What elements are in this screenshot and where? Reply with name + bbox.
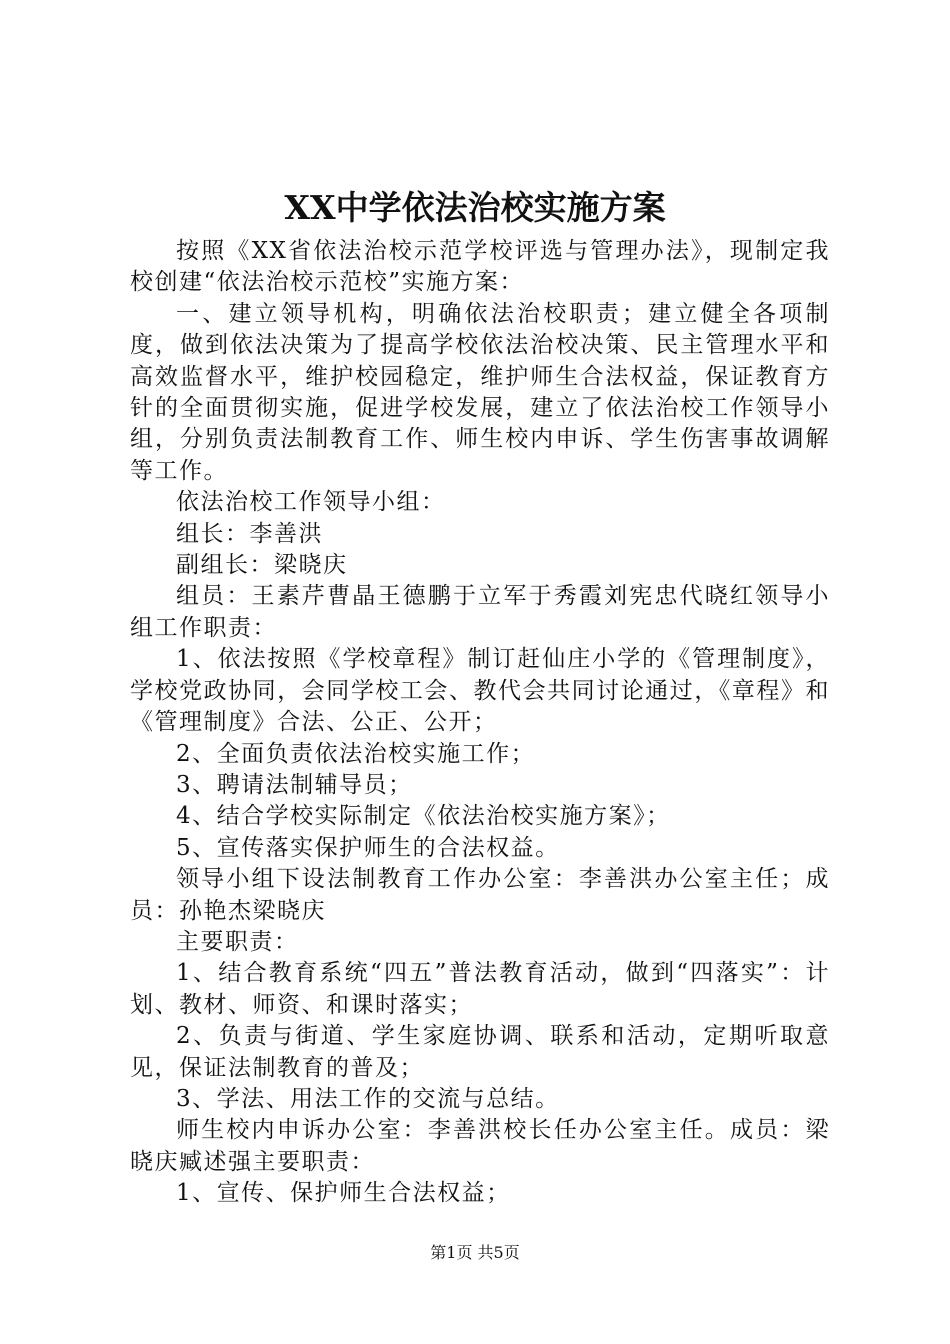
paragraph: 2、负责与街道、学生家庭协调、联系和活动，定期听取意见，保证法制教育的普及； xyxy=(130,1023,830,1081)
paragraph: 1、结合教育系统“四五”普法教育活动，做到“四落实”：计划、教材、师资、和课时落实； xyxy=(130,960,830,1018)
paragraph: 3、学法、用法工作的交流与总结。 xyxy=(176,1085,560,1112)
paragraph: 副组长：梁晓庆 xyxy=(176,552,348,579)
page-number-footer: 第1页 共5页 xyxy=(430,1243,520,1262)
paragraph: 5、宣传落实保护师生的合法权益。 xyxy=(176,834,560,861)
paragraph: 1、依法按照《学校章程》制订赶仙庄小学的《管理制度》，学校党政协同，会同学校工会、教代会共同讨论通过，《章程》和《管理制度》合法、公正、公开； xyxy=(130,646,830,736)
paragraph: 师生校内申诉办公室：李善洪校长任办公室主任。成员：梁晓庆臧述强主要职责： xyxy=(130,1117,830,1175)
document-title: XX中学依法治校实施方案 xyxy=(284,188,666,227)
paragraph: 按照《XX省依法治校示范学校评选与管理办法》，现制定我校创建“依法治校示范校”实施方案： xyxy=(130,238,830,296)
paragraph: 组员：王素芹曹晶王德鹏于立军于秀霞刘宪忠代晓红领导小组工作职责： xyxy=(130,583,830,641)
document-body xyxy=(130,236,830,1210)
paragraph: 主要职责： xyxy=(176,928,299,955)
paragraph: 2、全面负责依法治校实施工作； xyxy=(176,740,536,767)
paragraph: 1、宣传、保护师生合法权益； xyxy=(176,1180,511,1207)
paragraph: 依法治校工作领导小组： xyxy=(176,489,446,516)
paragraph: 3、聘请法制辅导员； xyxy=(176,771,413,798)
paragraph: 领导小组下设法制教育工作办公室：李善洪办公室主任；成员：孙艳杰梁晓庆 xyxy=(130,866,830,924)
paragraph: 一、建立领导机构，明确依法治校职责；建立健全各项制度，做到依法决策为了提高学校依法治校决策、民主管理水平和高效监督水平，维护校园稳定，维护师生合法权益，保证教育方针的全面贯彻实施，促进学校发展，建立了依法治校工作领导小组，分别负责法制教育工作、师生校内申诉、学生伤害事故调解等工作。 xyxy=(130,300,830,484)
paragraph: 组长：李善洪 xyxy=(176,520,323,547)
paragraph: 4、结合学校实际制定《依法治校实施方案》； xyxy=(176,803,671,830)
